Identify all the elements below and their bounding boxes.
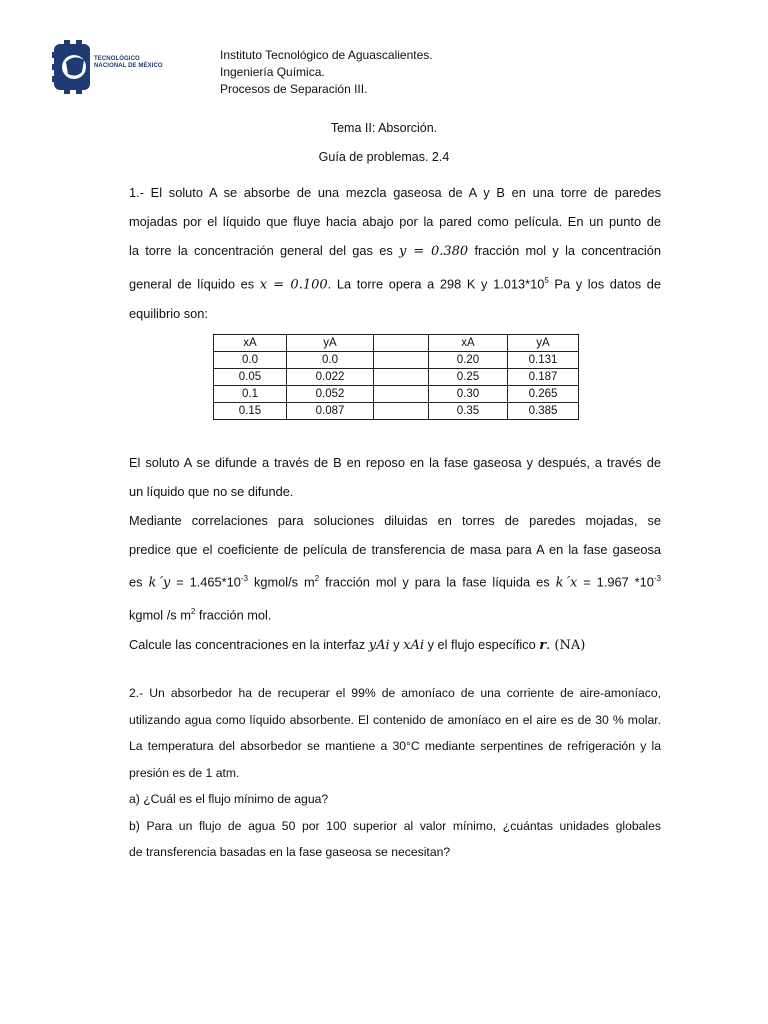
table-cell: 0.131 bbox=[508, 352, 579, 369]
table-cell: 0.022 bbox=[287, 369, 374, 386]
interface-y: yAi bbox=[368, 637, 390, 653]
table-header-cell: xA bbox=[429, 335, 508, 352]
table-cell: 0.0 bbox=[287, 352, 374, 369]
problem-1-line-1: 1.- El soluto A se absorbe de una mezcla gaseosa de A y B en una torre de paredes bbox=[129, 185, 661, 200]
continuation-line-5: es k´y = $1.465*10^{-3}$ kgmol/s $m^2$ fracción mol y para la fase líquida es k´x = 1.967 $*10^{-3}$ bbox=[129, 574, 661, 591]
table-row bbox=[214, 386, 579, 403]
gas-concentration: y = 0.380 bbox=[399, 244, 469, 259]
table-cell: 0.20 bbox=[429, 352, 508, 369]
continuation-line-2: un líquido que no se difunde. bbox=[129, 484, 294, 499]
liquid-film-coefficient: k´x bbox=[555, 575, 578, 591]
institution-header bbox=[220, 47, 433, 98]
institution-name: Instituto Tecnológico de Aguascalientes. bbox=[220, 48, 433, 62]
problem-1-line-5: equilibrio son: bbox=[129, 306, 208, 322]
table-cell: 0.25 bbox=[429, 369, 508, 386]
table-header-cell: xA bbox=[214, 335, 287, 352]
problem-1-continuation bbox=[129, 448, 661, 660]
table-cell bbox=[374, 352, 429, 369]
problem-2-line-1: 2.- Un absorbedor ha de recuperar el 99% de amoníaco de una corriente de aire-amoníaco, bbox=[129, 686, 661, 700]
gas-film-coefficient: k´y bbox=[148, 575, 171, 591]
table-cell: 0.187 bbox=[508, 369, 579, 386]
table-cell bbox=[374, 403, 429, 420]
table-cell: 0.15 bbox=[214, 403, 287, 420]
molar-flux: . (NA) bbox=[546, 637, 586, 653]
department-name: Ingeniería Química. bbox=[220, 65, 325, 79]
institution-logo bbox=[52, 38, 168, 96]
continuation-line-4: predice que el coeficiente de película de transferencia de masa para A en la fase gaseosa bbox=[129, 542, 661, 557]
equilibrium-table bbox=[213, 334, 579, 420]
table-cell: 0.052 bbox=[287, 386, 374, 403]
table-row bbox=[214, 352, 579, 369]
interface-x: xAi bbox=[403, 637, 425, 653]
continuation-line-7: Calcule las concentraciones en la interfaz yAi y xAi y el flujo específico r. (NA) bbox=[129, 636, 586, 653]
guide-title: Guía de problemas. 2.4 bbox=[318, 150, 450, 164]
table-row bbox=[214, 403, 579, 420]
problem-2-line-2: utilizando agua como líquido absorbente. El contenido de amoníaco en el aire es de 30 % molar. bbox=[129, 712, 661, 727]
continuation-line-6: kgmol /s $m^2$ fracción mol. bbox=[129, 607, 272, 623]
problem-2-line-3: La temperatura del absorbedor se mantiene a 30°C mediante serpentines de refrigeración y la bbox=[129, 739, 661, 753]
table-header-cell bbox=[374, 335, 429, 352]
table-cell: 0.265 bbox=[508, 386, 579, 403]
problem-2-question-a: a) ¿Cuál es el flujo mínimo de agua? bbox=[129, 792, 329, 806]
table-row bbox=[214, 369, 579, 386]
problem-2-question-b: b) Para un flujo de agua 50 por 100 superior al valor mínimo, ¿cuántas unidades globales bbox=[129, 818, 661, 833]
problem-2-line-4: presión es de 1 atm. bbox=[129, 765, 240, 780]
table-header-cell: yA bbox=[287, 335, 374, 352]
table-cell: 0.05 bbox=[214, 369, 287, 386]
table-cell: 0.385 bbox=[508, 403, 579, 420]
problem-2-statement bbox=[129, 680, 661, 866]
table-cell: 0.0 bbox=[214, 352, 287, 369]
table-cell: 0.1 bbox=[214, 386, 287, 403]
table-cell bbox=[374, 369, 429, 386]
course-name: Procesos de Separación III. bbox=[220, 82, 368, 96]
problem-1-statement bbox=[129, 178, 661, 328]
logo-wordmark: TECNOLÓGICO NACIONAL DE MÉXICO bbox=[94, 56, 163, 69]
liquid-concentration: x = 0.100 bbox=[259, 277, 328, 293]
table-cell: 0.35 bbox=[429, 403, 508, 420]
specific-flux-symbol: r bbox=[539, 637, 547, 653]
table-header-row bbox=[214, 335, 579, 352]
table-header-cell: yA bbox=[508, 335, 579, 352]
topic-title: Tema II: Absorción. bbox=[330, 121, 438, 135]
problem-2-question-b-cont: de transferencia basadas en la fase gaseosa se necesitan? bbox=[129, 845, 451, 859]
problem-1-line-3: la torre la concentración general del gas es y = 0.380 fracción mol y la concentración bbox=[129, 243, 661, 259]
gear-emblem-icon bbox=[52, 38, 96, 96]
problem-1-line-2: mojadas por el líquido que fluye hacia abajo por la pared como película. En un punto de bbox=[129, 214, 661, 229]
table-cell: 0.30 bbox=[429, 386, 508, 403]
continuation-line-1: El soluto A se difunde a través de B en reposo en la fase gaseosa y después, a través de bbox=[129, 455, 661, 470]
problem-1-line-4: general de líquido es x = 0.100. La torre opera a 298 K y $1.013*10^5$ Pa y los datos de bbox=[129, 276, 661, 293]
table-cell bbox=[374, 386, 429, 403]
table-cell: 0.087 bbox=[287, 403, 374, 420]
continuation-line-3: Mediante correlaciones para soluciones diluidas en torres de paredes mojadas, se bbox=[129, 513, 661, 528]
